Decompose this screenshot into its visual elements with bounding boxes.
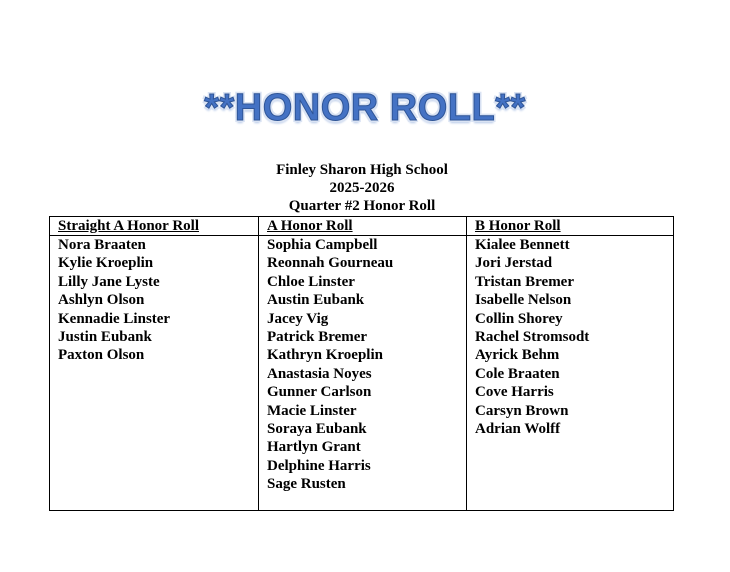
column-b-honor — [466, 217, 674, 510]
student-name: Kylie Kroeplin — [58, 255, 154, 272]
student-name: Soraya Eubank — [267, 421, 367, 438]
student-name: Jori Jerstad — [475, 255, 553, 272]
student-name: Cove Harris — [475, 384, 554, 401]
school-year: 2025-2026 — [329, 180, 395, 196]
name-list — [475, 236, 589, 438]
student-name: Isabelle Nelson — [475, 292, 572, 309]
student-name: Ashlyn Olson — [58, 292, 145, 309]
student-name: Adrian Wolff — [475, 421, 561, 438]
student-name: Sophia Campbell — [267, 237, 378, 253]
student-name: Kennadie Linster — [58, 310, 171, 327]
student-name: Collin Shorey — [475, 310, 563, 327]
column-straight-a — [50, 217, 258, 510]
student-name: Cole Braaten — [475, 365, 560, 382]
student-name: Delphine Harris — [267, 457, 371, 474]
student-name: Carsyn Brown — [475, 402, 569, 419]
student-name: Austin Eubank — [267, 292, 365, 309]
student-name: Justin Eubank — [58, 329, 152, 346]
student-name: Hartlyn Grant — [267, 439, 361, 456]
column-heading: B Honor Roll — [475, 218, 561, 234]
name-list — [267, 236, 393, 494]
student-name: Paxton Olson — [58, 347, 145, 364]
student-name: Rachel Stromsodt — [475, 329, 590, 346]
page-title: **HONOR ROLL** — [204, 87, 526, 129]
column-heading: A Honor Roll — [267, 218, 353, 234]
student-name: Tristan Bremer — [475, 273, 575, 290]
student-name: Patrick Bremer — [267, 329, 368, 346]
column-heading: Straight A Honor Roll — [58, 218, 199, 234]
name-list — [58, 236, 170, 365]
student-name: Anastasia Noyes — [267, 365, 372, 382]
student-name: Kialee Bennett — [475, 237, 570, 253]
student-name: Macie Linster — [267, 402, 357, 419]
column-a-honor — [258, 217, 467, 510]
term-title: Quarter #2 Honor Roll — [288, 198, 436, 214]
student-name: Chloe Linster — [267, 273, 355, 290]
honor-roll-table — [49, 216, 674, 511]
student-name: Ayrick Behm — [475, 347, 560, 364]
student-name: Sage Rusten — [267, 476, 346, 493]
student-name: Reonnah Gourneau — [267, 255, 394, 272]
student-name: Jacey Vig — [267, 310, 329, 327]
school-name: Finley Sharon High School — [276, 162, 448, 178]
student-name: Gunner Carlson — [267, 384, 372, 401]
student-name: Kathryn Kroeplin — [267, 347, 383, 364]
student-name: Nora Braaten — [58, 237, 146, 253]
student-name: Lilly Jane Lyste — [58, 273, 160, 290]
